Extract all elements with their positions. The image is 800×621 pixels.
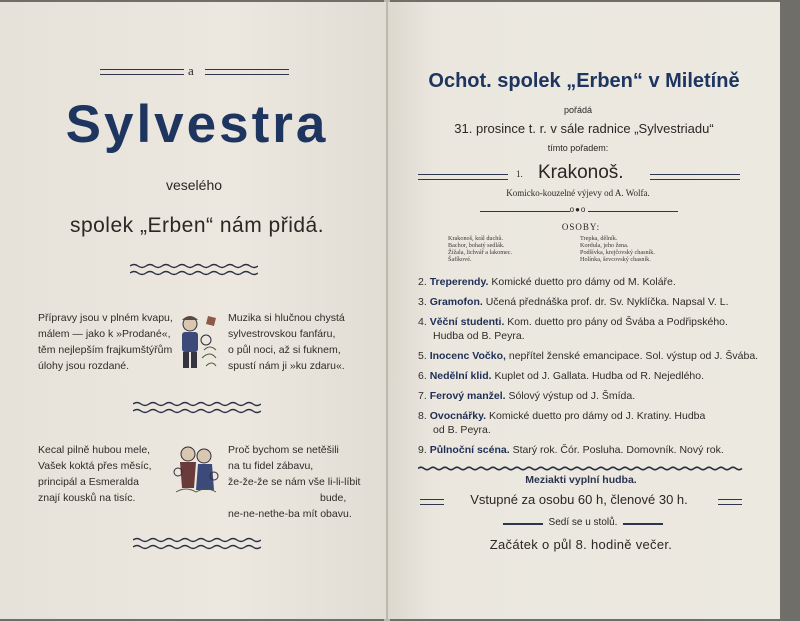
wave-divider-1 <box>130 262 258 276</box>
program-item: 9. Půlnoční scéna. Starý rok. Čór. Posluha. Domovník. Nový rok. <box>418 444 724 456</box>
verse-line: o půl noci, až si fuknem, <box>228 344 341 356</box>
verse-line: na tu fidel zábavu, <box>228 460 314 472</box>
cast-member: Šafíkové. <box>448 256 472 263</box>
seating-note: Sedí se u stolů. <box>548 517 618 528</box>
admission-price: Vstupné za osobu 60 h, členové 30 h. <box>470 492 688 507</box>
item1-title: Krakonoš. <box>538 162 624 183</box>
intermission-note: Meziakti vyplní hudba. <box>525 474 637 486</box>
main-title: Sylvestra <box>65 95 329 154</box>
verse-line: Proč bychom se netěšili <box>228 444 339 456</box>
verse-line: bude, <box>320 492 347 504</box>
program-item: 4. Věční studenti. Kom. duetto pro pány od Švába a Podřipského. Hudba od B. Peyra. <box>418 316 728 342</box>
program-item: 7. Ferový manžel. Sólový výstup od J. Šmída. <box>418 390 636 402</box>
date-line: 31. prosince t. r. v sále radnice „Sylvestriadu“ <box>454 121 714 136</box>
osoby-rule-left <box>480 211 570 212</box>
verse2-right <box>228 442 378 522</box>
cast-member: Bachor, bohatý sedlák. <box>448 242 505 249</box>
osoby-left <box>448 235 578 263</box>
left-page <box>0 2 386 619</box>
price-rule-left <box>420 499 444 505</box>
osoby-rule-right <box>588 211 678 212</box>
cast-member: Trepka, dělník. <box>580 235 618 242</box>
organizer-heading: Ochot. spolek „Erben“ v Miletíně <box>428 70 740 92</box>
verse-line: že-že-že se nám vše li-li-líbit <box>228 476 361 488</box>
verse-line: málem — jako k »Prodané«, <box>38 328 171 340</box>
child-illustration-1 <box>172 310 220 381</box>
subtitle-line: spolek „Erben“ nám přidá. <box>69 214 325 237</box>
verse1-right <box>228 310 378 374</box>
wave-divider-3 <box>133 536 261 550</box>
seating-rule-left <box>503 523 543 525</box>
seating-rule-right <box>623 523 663 525</box>
porada-text: pořádá <box>563 105 593 115</box>
cast-member: Kordula, jeho žena. <box>580 242 629 249</box>
subtitle: veselého <box>165 177 223 193</box>
verse-line: Vašek koktá přes měsíc, <box>38 460 152 472</box>
cast-member: Podšívka, krejčovský chasník. <box>580 249 655 256</box>
timto-text: tímto pořadem: <box>547 143 609 153</box>
program-item: 2. Treperendy. Komické duetto pro dámy od M. Kolářе. <box>418 276 676 288</box>
verse-line: principál a Esmeralda <box>38 476 139 488</box>
item1-subtitle: Komicko-kouzelné výjevy od A. Wolfa. <box>506 188 650 198</box>
program-item: 8. Ovocnářky. Komické duetto pro dámy od J. Kratiny. Hudba od B. Peyra. <box>418 410 706 436</box>
verse-line: Kecal pilně hubou mele, <box>38 444 151 456</box>
verse-line: znají kousků na tisíc. <box>38 492 136 504</box>
verse-line: Přípravy jsou v plném kvapu, <box>38 312 173 324</box>
children-illustration-2 <box>172 442 220 511</box>
price-rule-right <box>718 499 742 505</box>
verse-line: spustí nám ji »ku zdaru«. <box>228 360 345 372</box>
start-time: Začátek o půl 8. hodině večer. <box>489 537 673 552</box>
ornament-icon: o●o <box>569 205 587 214</box>
cast-member: Holínka, ševcovský chasník. <box>580 256 651 263</box>
program-item: 5. Inocenc Vočko, nepřítel ženské emancipace. Sol. výstup od J. Švába. <box>418 350 759 362</box>
right-page <box>388 2 780 619</box>
item1-number: 1. <box>516 169 523 179</box>
item1-rule-left <box>418 174 508 180</box>
cast-member: Žížala, lichvář a lakomec. <box>448 249 513 256</box>
verse-line: sylvestrovskou fanfáru, <box>228 328 336 340</box>
item1-rule-right <box>650 174 740 180</box>
word-a: a <box>188 63 194 78</box>
verse1-left <box>38 310 178 374</box>
osoby-label: OSOBY: <box>561 222 601 232</box>
title-rule-left <box>100 69 184 75</box>
verse-line: ne-ne-nethe-ba mít obavu. <box>228 508 352 520</box>
verse-line: Muzika si hlučnou chystá <box>228 312 345 324</box>
program-list <box>418 275 773 463</box>
verse2-left <box>38 442 178 506</box>
cast-member: Krakonoš, král duchů. <box>448 235 503 242</box>
verse-line: úlohy jsou rozdané. <box>38 360 130 372</box>
program-item: 3. Gramofon. Učená přednáška prof. dr. Sv. Nyklíčka. Napsal V. L. <box>418 296 729 308</box>
program-item: 6. Nedělní klid. Kuplet od J. Gallata. Hudba od R. Nejedlého. <box>418 370 705 382</box>
title-rule-right <box>205 69 289 75</box>
osoby-right <box>580 235 710 263</box>
verse-line: těm nejlepším frajkumštýřům <box>38 344 173 356</box>
wave-divider-2 <box>133 400 261 414</box>
